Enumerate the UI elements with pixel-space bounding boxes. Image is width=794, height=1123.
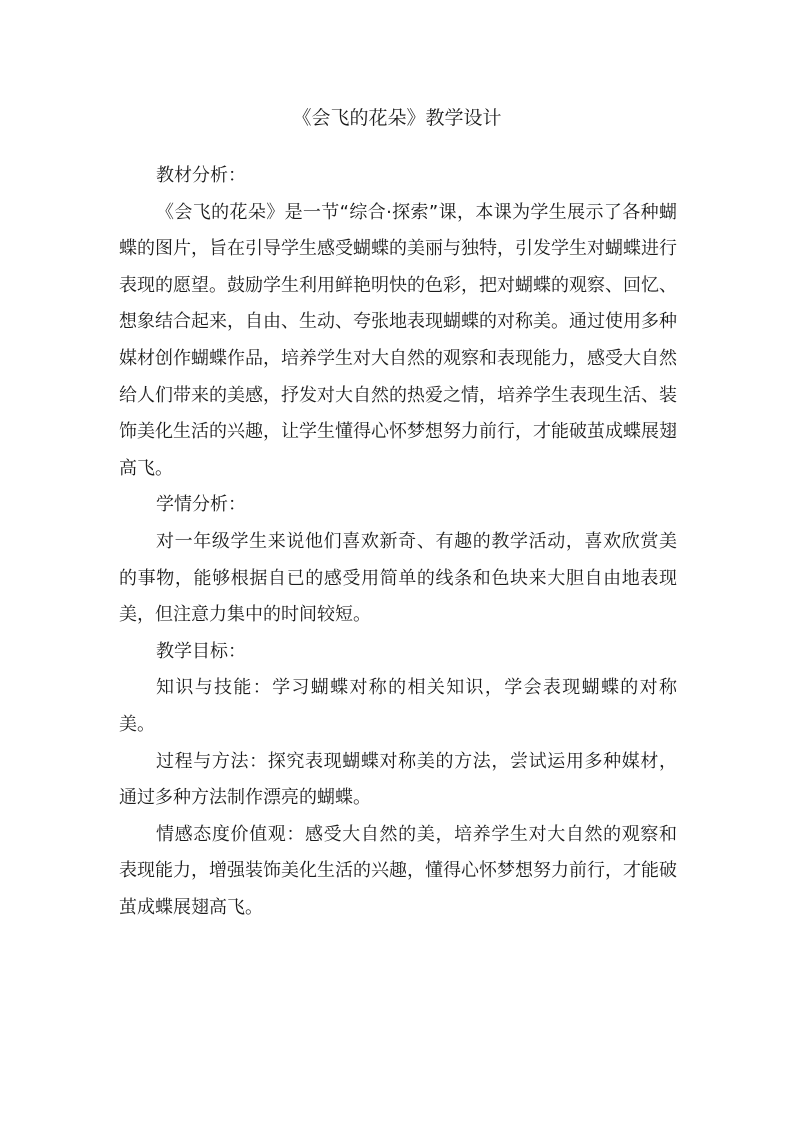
paragraph-learner-analysis: 对一年级学生来说他们喜欢新奇、有趣的教学活动，喜欢欣赏美的事物，能够根据自已的感受用简单的线条和色块来大胆自由地表现美，但注意力集中的时间较短。 bbox=[119, 530, 677, 626]
document-body bbox=[119, 158, 677, 926]
section-heading-learner-analysis: 学情分析： bbox=[156, 494, 246, 516]
paragraph-goal-process-methods: 过程与方法：探究表现蝴蝶对称美的方法，尝试运用多种媒材，通过多种方法制作漂亮的蝴蝶。 bbox=[119, 750, 677, 809]
paragraph-goal-knowledge-skills: 知识与技能：学习蝴蝶对称的相关知识，学会表现蝴蝶的对称美。 bbox=[119, 677, 677, 735]
paragraph-textbook-analysis: 《会飞的花朵》是一节“综合·探索”课，本课为学生展示了各种蝴蝶的图片，旨在引导学生感受蝴蝶的美丽与独特，引发学生对蝴蝶进行表现的愿望。鼓励学生利用鲜艳明快的色彩，把对蝴蝶的观察、回忆、想象结合起来，自由、生动、夸张地表现蝴蝶的对称美。通过使用多种媒材创作蝴蝶作品，培养学生对大自然的观察和表现能力，感受大自然给人们带来的美感，抒发对大自然的热爱之情，培养学生表现生活、装饰美化生活的兴趣，让学生懂得心怀梦想努力前行，才能破茧成蝶展翅高飞。 bbox=[119, 201, 677, 479]
document-title: 《会飞的花朵》教学设计 bbox=[292, 107, 502, 129]
section-heading-teaching-goals: 教学目标： bbox=[156, 640, 246, 662]
section-heading-textbook-analysis: 教材分析： bbox=[156, 165, 246, 186]
paragraph-goal-emotion-values: 情感态度价值观：感受大自然的美，培养学生对大自然的观察和表现能力，增强装饰美化生活的兴趣，懂得心怀梦想努力前行，才能破茧成蝶展翅高飞。 bbox=[119, 823, 677, 918]
